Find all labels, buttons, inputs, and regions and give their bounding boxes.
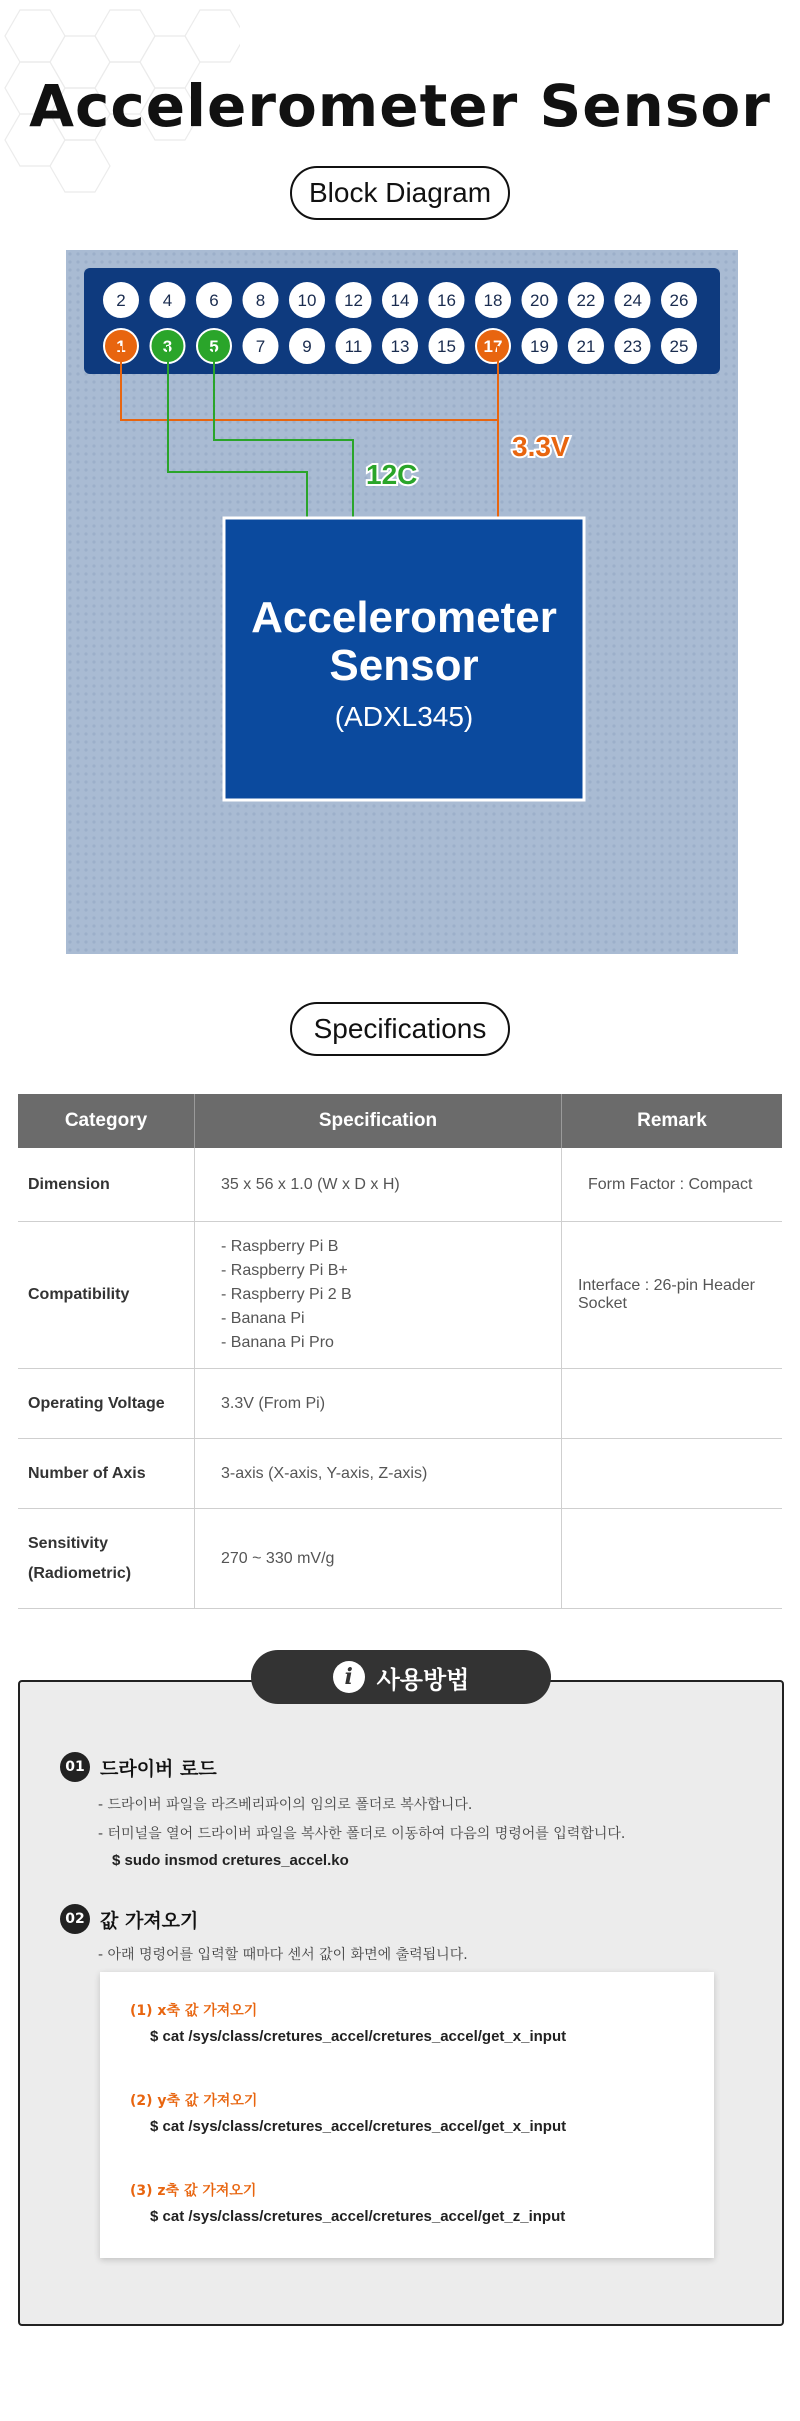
gpio-pin-label: 1: [116, 337, 126, 356]
cell-remark: Interface : 26-pin Header Socket: [562, 1222, 783, 1369]
cell-category: Operating Voltage: [18, 1369, 195, 1439]
gpio-pin-label: 11: [344, 337, 363, 356]
gpio-pin-label: 26: [669, 291, 689, 310]
y-axis-command: $ cat /sys/class/cretures_accel/cretures_accel/get_x_input: [150, 2118, 567, 2135]
cell-spec: - Raspberry Pi B - Raspberry Pi B+ - Raspberry Pi 2 B - Banana Pi - Banana Pi Pro: [195, 1222, 562, 1369]
gpio-pin-label: 14: [390, 291, 410, 310]
header-remark: Remark: [562, 1094, 783, 1148]
sensor-model: (ADXL345): [334, 701, 474, 732]
header-category: Category: [18, 1094, 195, 1148]
z-axis-command: $ cat /sys/class/cretures_accel/cretures_accel/get_z_input: [150, 2208, 566, 2225]
cell-category: Number of Axis: [18, 1439, 195, 1509]
step-number: 02: [60, 1904, 90, 1934]
command-card: [100, 1972, 714, 2258]
gpio-pin-label: 10: [297, 291, 317, 310]
cell-category: Dimension: [18, 1148, 195, 1222]
y-axis-label: (2) y축 값 가져오기: [130, 2093, 258, 2109]
page-title: Accelerometer Sensor: [29, 72, 771, 140]
step-title: 드라이버 로드: [100, 1757, 217, 1780]
usage-header-label: 사용방법: [376, 1665, 470, 1694]
specifications-table: [18, 1094, 782, 1609]
step1-command: $ sudo insmod cretures_accel.ko: [112, 1852, 349, 1869]
gpio-pin-label: 3: [162, 337, 173, 356]
cell-category: Compatibility: [18, 1222, 195, 1369]
gpio-pin-label: 19: [530, 337, 549, 356]
cell-spec: 35 x 56 x 1.0 (W x D x H): [195, 1148, 562, 1222]
gpio-pin-label: 7: [255, 337, 266, 356]
step-title: 값 가져오기: [100, 1909, 199, 1932]
gpio-pin-label: 17: [483, 337, 503, 356]
sensor-name-line2: Sensor: [329, 641, 479, 690]
x-axis-label: (1) x축 값 가져오기: [130, 2003, 258, 2019]
x-axis-command: $ cat /sys/class/cretures_accel/cretures_accel/get_x_input: [150, 2028, 567, 2045]
header-specification: Specification: [195, 1094, 562, 1148]
cell-spec: 3-axis (X-axis, Y-axis, Z-axis): [195, 1439, 562, 1509]
step-number: 01: [60, 1752, 90, 1782]
cell-remark: [562, 1439, 783, 1509]
table-row: [18, 1369, 782, 1439]
table-row: [18, 1509, 782, 1609]
gpio-pin-label: 23: [623, 337, 642, 356]
z-axis-label: (3) z축 값 가져오기: [130, 2183, 257, 2199]
gpio-pin-label: 25: [669, 337, 689, 356]
cell-category: Sensitivity (Radiometric): [18, 1509, 195, 1609]
step1-note-2: - 터미널을 열어 드라이버 파일을 복사한 폴더로 이동하여 다음의 명령어를 입력합니다.: [98, 1826, 626, 1842]
gpio-pin-label: 20: [530, 291, 549, 310]
gpio-pin-label: 6: [209, 291, 219, 310]
gpio-pin-label: 24: [623, 291, 642, 310]
block-diagram-label: Block Diagram: [290, 166, 510, 220]
gpio-pin-label: 16: [437, 291, 456, 310]
step2-note-1: - 아래 명령어를 입력할 때마다 센서 값이 화면에 출력됩니다.: [98, 1947, 468, 1963]
usage-header: [251, 1650, 551, 1704]
step-1: [60, 1752, 217, 1782]
gpio-pin-label: 4: [162, 291, 173, 310]
label-power: 3.3V: [512, 431, 570, 462]
gpio-pin-label: 5: [209, 337, 219, 356]
gpio-pin-label: 9: [302, 337, 312, 356]
table-row: [18, 1222, 782, 1369]
gpio-pin-label: 22: [576, 291, 596, 310]
gpio-pin-label: 15: [437, 337, 456, 356]
step1-note-1: - 드라이버 파일을 라즈베리파이의 임의로 폴더로 복사합니다.: [98, 1797, 473, 1813]
cell-remark: [562, 1369, 783, 1439]
cell-remark: [562, 1509, 783, 1609]
gpio-pin-label: 18: [483, 291, 503, 310]
gpio-pin-label: 13: [390, 337, 410, 356]
cell-remark: Form Factor : Compact: [562, 1148, 783, 1222]
gpio-pin-label: 2: [116, 291, 126, 310]
table-header-row: [18, 1094, 782, 1148]
sensor-name-line1: Accelerometer: [251, 593, 557, 642]
info-icon: i: [333, 1661, 365, 1693]
gpio-pin-label: 21: [576, 337, 596, 356]
cell-spec: 3.3V (From Pi): [195, 1369, 562, 1439]
label-i2c: 12C: [366, 459, 418, 490]
gpio-pin-label: 12: [344, 291, 363, 310]
table-row: [18, 1148, 782, 1222]
specifications-label: Specifications: [290, 1002, 510, 1056]
usage-box: [18, 1664, 784, 2326]
gpio-pin-label: 8: [255, 291, 266, 310]
block-diagram: [66, 250, 738, 954]
table-row: [18, 1439, 782, 1509]
cell-spec: 270 ~ 330 mV/g: [195, 1509, 562, 1609]
step-2: [60, 1904, 198, 1934]
